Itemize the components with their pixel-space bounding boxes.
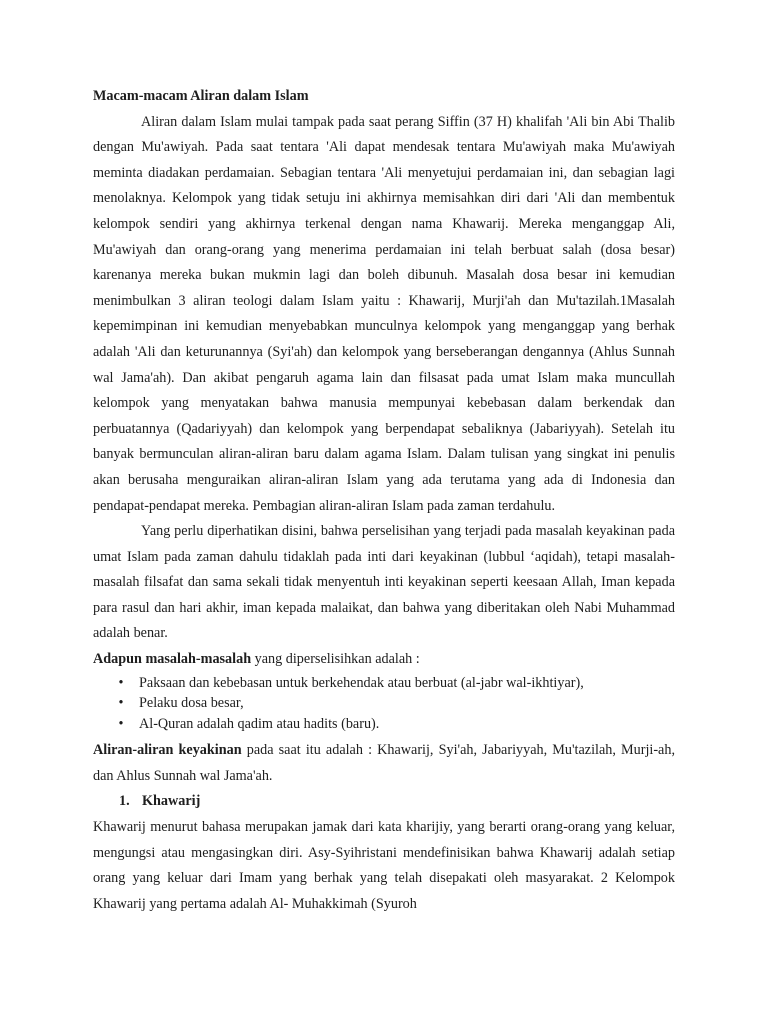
bullet-icon: • (118, 695, 124, 712)
paragraph-intro: Aliran dalam Islam mulai tampak pada saat perang Siffin (37 H) khalifah 'Ali bin Abi Thalib dengan Mu'awiyah. Pada saat tentara 'Ali dapat mendesak tentara Mu'awiyah maka Mu'awiyah meminta diadakan perdamaian. Sebagian tentara 'Ali menyetujui perdamaian ini, dan sebagian lagi menolaknya. Kelompok yang tidak setuju ini akhirnya memisahkan diri dari 'Ali dan membentuk kelompok sendiri yang akhirnya terkenal dengan nama Khawarij. Mereka menganggap Ali, Mu'awiyah dan orang-orang yang menerima perdamaian ini telah berbuat salah (dosa besar) karenanya mereka bukan mukmin lagi dan boleh dibunuh. Masalah dosa besar ini kemudian menimbulkan 3 aliran teologi dalam Islam yaitu : Khawarij, Murji'ah dan Mu'tazilah.1Masalah kepemimpinan ini kemudian menyebabkan munculnya kelompok yang menganggap yang berhak adalah 'Ali dan keturunannya (Syi'ah) dan kelompok yang berseberangan dengannya (Ahlus Sunnah wal Jama'ah). Dan akibat pengaruh agama lain dan filsasat pada umat Islam maka muncullah kelompok yang menyatakan bahwa manusia mempunyai kebebasan dalam berkendak dan perbuatannya (Qadariyyah) dan kelompok yang berpendapat sebaliknya (Jabariyyah). Setelah itu banyak bermunculan aliran-aliran baru dalam agama Islam. Dalam tulisan yang singkat ini penulis akan berusaha menguraikan aliran-aliran Islam yang ada terutama yang ada di Indonesia dan pendapat-pendapat mereka. Pembagian aliran-aliran Islam pada zaman terdahulu. (93, 113, 675, 514)
streams-lead-bold: Aliran-aliran keyakinan (93, 742, 242, 759)
paragraph-disputes: Yang perlu diperhatikan disini, bahwa perselisihan yang terjadi pada masalah keyakinan pada umat Islam pada zaman dahulu tidaklah pada inti dari keyakinan (lubbul ‘aqidah), tetapi masalah-masalah filsafat dan sama sekali tidak menyentuh inti keyakinan seperti keesaan Allah, Iman kepada para rasul dan hari akhir, iman kepada malaikat, dan bahwa yang diberitakan oleh Nabi Muhammad adalah benar. (93, 523, 675, 642)
issues-lead-rest: yang diperselisihkan adalah : (251, 651, 420, 668)
list-item (93, 693, 675, 714)
issues-list (93, 673, 675, 735)
document-page (93, 84, 675, 917)
list-item-text: Paksaan dan kebebasan untuk berkehendak atau berbuat (al-jabr wal-ikhtiyar), (139, 674, 584, 691)
list-item (93, 714, 675, 735)
list-item-text: Al-Quran adalah qadim atau hadits (baru). (139, 715, 380, 732)
streams-paragraph (93, 738, 675, 789)
section-number: 1. (119, 793, 130, 810)
streams-lead-rest: pada saat itu adalah : Khawarij, Syi'ah, Jabariyyah, Mu'tazilah, Murji-ah, dan Ahlus Sunnah wal Jama'ah. (93, 742, 675, 784)
list-item (93, 673, 675, 694)
section-title: Khawarij (142, 793, 201, 810)
issues-lead-bold: Adapun masalah-masalah (93, 651, 252, 668)
issues-lead (93, 647, 675, 673)
bullet-icon: • (118, 715, 124, 732)
paragraph-khawarij: Khawarij menurut bahasa merupakan jamak dari kata kharijiy, yang berarti orang-orang yang keluar, mengungsi atau mengasingkan diri. Asy-Syihristani mendefinisikan bahwa Khawarij adalah setiap orang yang keluar dari Imam yang berhak yang telah disepakati oleh masyarakat. 2 Kelompok Khawarij yang pertama adalah Al- Muhakkimah (Syuroh (93, 818, 675, 912)
list-item-text: Pelaku dosa besar, (139, 695, 244, 712)
section-heading-khawarij (93, 789, 675, 815)
bullet-icon: • (118, 674, 124, 691)
document-title: Macam-macam Aliran dalam Islam (93, 88, 309, 104)
